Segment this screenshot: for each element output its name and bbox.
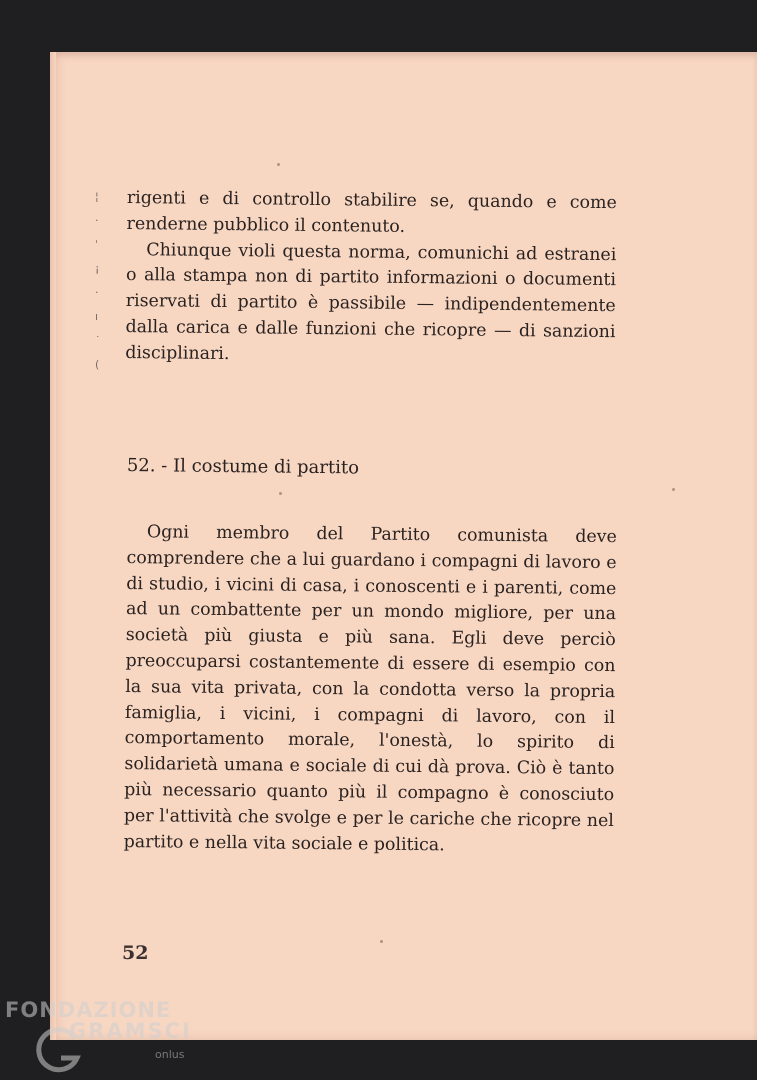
watermark-suffix: onlus: [155, 1048, 185, 1061]
watermark: [5, 994, 195, 1074]
paragraph-costume: Ogni membro del Partito comunista deve comprendere che a lui guardano i compagni di lavoro e di studio, i vicini di casa, i conoscenti e i parenti, come ad un combattente per un mondo migliore, per una società più giusta e più sana. Egli deve perciò preoccuparsi costantemente di essere di esempio con la sua vita privata, con la condotta verso la propria famiglia, i vicini, i compagni di lavoro, con il comportamento morale, l'onestà, lo spirito di solidarietà umana e sociale di cui dà prova. Ciò è tanto più necessario quanto più il compagno è conosciuto per l'attività che svolge e per le cariche che ricopre nel partito e nella vita sociale e politica.: [123, 522, 617, 855]
margin-marks: ¦ · ˈ ¡ · ı ˙ (: [95, 190, 101, 371]
watermark-line2: GRAMSCI: [69, 1019, 192, 1043]
text-continuation: [125, 186, 617, 372]
page-number: 52: [122, 942, 149, 964]
paper-speck: [277, 163, 280, 166]
page-edge: [50, 52, 56, 1040]
paragraph-sanctions: Chiunque violi questa norma, comunichi ad estranei o alla stampa non di partito informazioni o documenti riservati di partito è passibile — indipendentemente dalla carica e dalle funzioni che ricopre — di sanzioni disciplinari.: [125, 239, 617, 364]
section-body: [123, 520, 616, 860]
paper-speck: [672, 488, 675, 491]
paper-speck: [380, 940, 383, 943]
section-heading: 52. - Il costume di partito: [126, 455, 360, 479]
paper-speck: [279, 492, 282, 495]
paragraph-continuation: rigenti e di controllo stabilire se, quando e come renderne pubblico il contenuto.: [126, 187, 617, 237]
watermark-line1: FONDAZIONE: [5, 998, 172, 1022]
